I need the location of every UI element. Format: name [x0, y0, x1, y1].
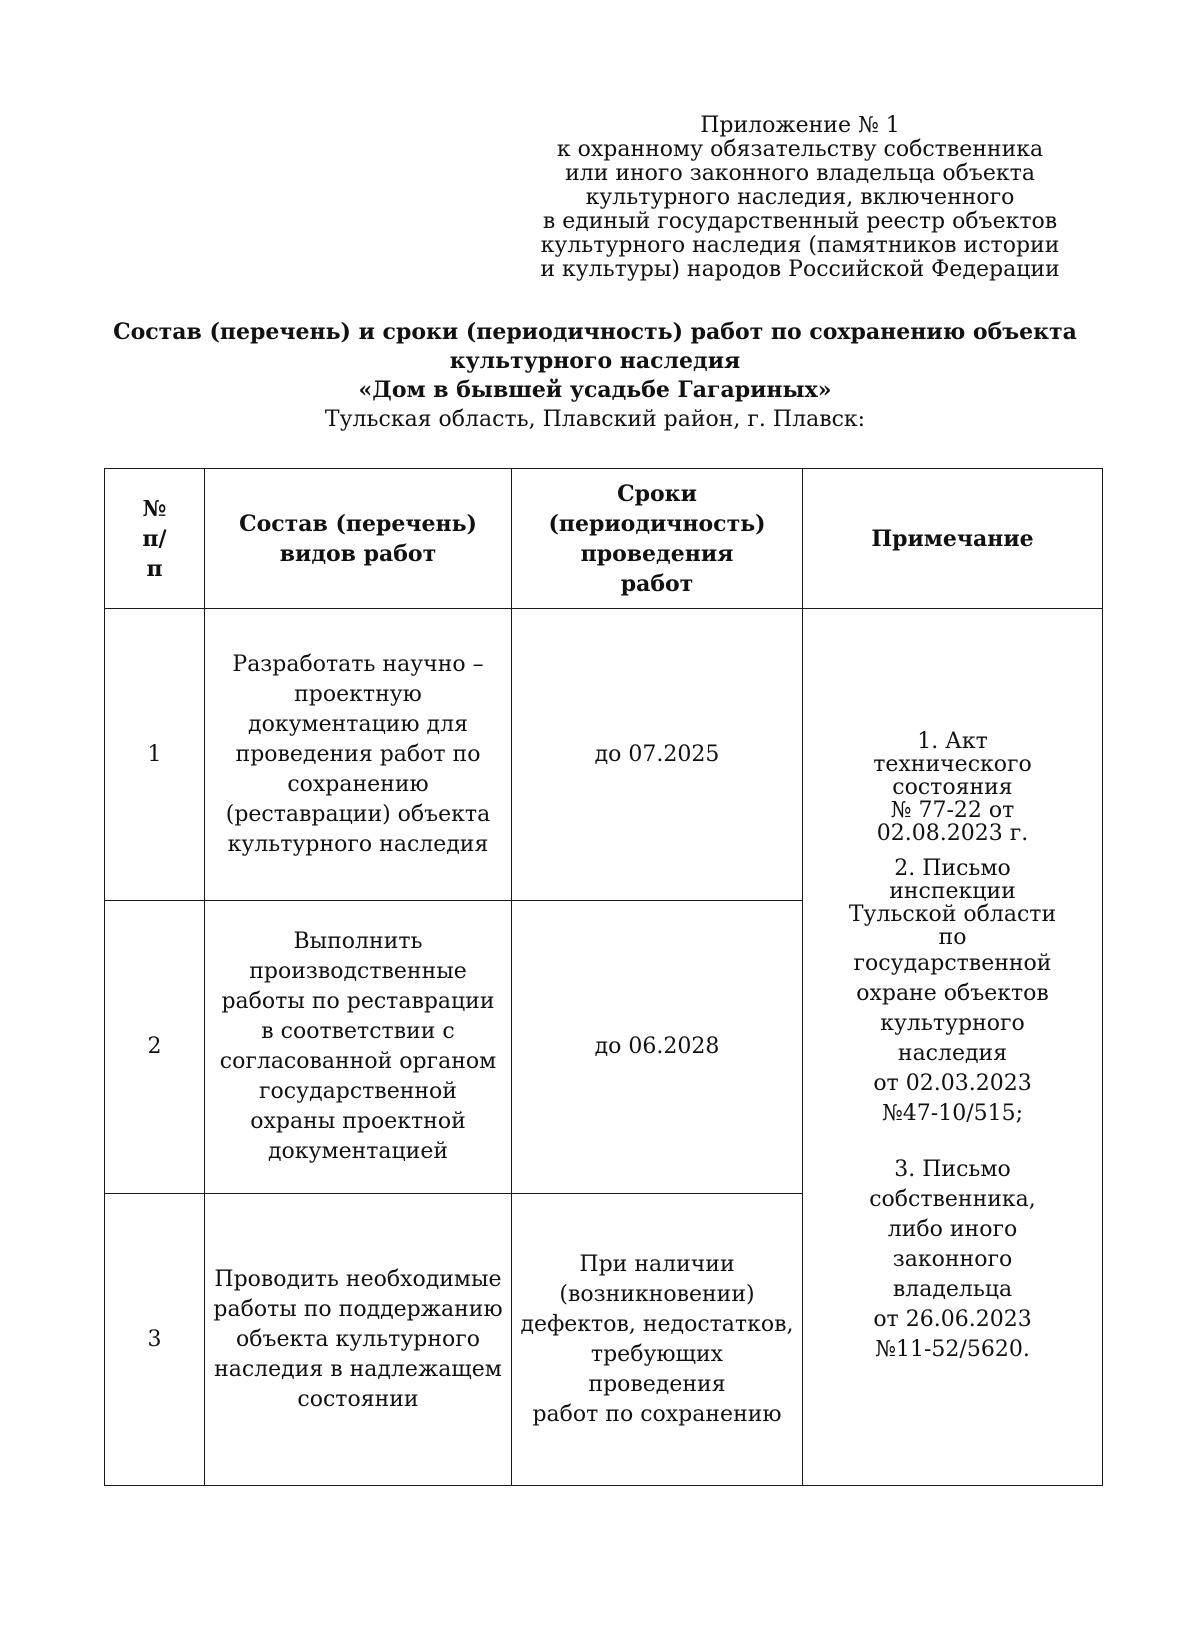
appendix-line: и культуры) народов Российской Федерации: [540, 257, 1060, 282]
appendix-header: [535, 114, 1065, 282]
header-terms: Сроки (периодичность) проведения работ: [512, 469, 803, 609]
table-header-row: [105, 469, 1103, 609]
note-line: законного: [892, 1246, 1013, 1272]
title-line: Состав (перечень) и сроки (периодичность) работ по сохранению объекта: [113, 319, 1077, 345]
title-line: культурного наследия: [449, 348, 741, 374]
note-line: наследия: [897, 1040, 1008, 1066]
header-note: Примечание: [803, 469, 1103, 609]
header-works: Состав (перечень) видов работ: [205, 469, 512, 609]
appendix-line: к охранному обязательству собственника: [556, 137, 1044, 162]
row-works: Проводить необходимые работы по поддержанию объекта культурного наследия в надлежащем состоянии: [205, 1194, 512, 1486]
row-terms: до 07.2025: [512, 609, 803, 901]
row-terms: до 06.2028: [512, 901, 803, 1194]
note-line: собственника,: [869, 1186, 1036, 1212]
row-terms: При наличии (возникновении) дефектов, недостатков, требующих проведения работ по сохранению: [512, 1194, 803, 1486]
document-title: [80, 318, 1110, 434]
note-line: владельца: [892, 1276, 1013, 1302]
header-number: № п/ п: [105, 469, 205, 609]
note-line: инспекции: [889, 878, 1016, 904]
row-works: Выполнить производственные работы по реставрации в соответствии с согласованной органом государственной охраны проектной документацией: [205, 901, 512, 1194]
works-table: [104, 468, 1103, 1486]
note-line: от 26.06.2023: [873, 1306, 1032, 1332]
appendix-line: Приложение № 1: [700, 113, 900, 138]
note-line: 3. Письмо: [894, 1156, 1011, 1182]
note-line: №47-10/515;: [881, 1100, 1024, 1126]
row-works: Разработать научно – проектную документацию для проведения работ по сохранению (реставрации) объекта культурного наследия: [205, 609, 512, 901]
note-line: №11-52/5620.: [875, 1336, 1030, 1362]
note-line: 02.08.2023 г.: [876, 820, 1029, 846]
note-line: государственной: [853, 950, 1052, 976]
note-line: технического: [873, 751, 1032, 777]
note-line: либо иного: [887, 1216, 1018, 1242]
note-line: состояния: [892, 774, 1013, 800]
table-row: [105, 609, 1103, 901]
notes-cell: [803, 609, 1103, 1486]
object-name: «Дом в бывшей усадьбе Гагариных»: [358, 377, 832, 403]
note-line: от 02.03.2023: [873, 1070, 1032, 1096]
note-line: № 77-22 от: [890, 797, 1015, 823]
note-line: Тульской области: [848, 901, 1057, 927]
note-line: культурного: [880, 1010, 1025, 1036]
appendix-line: в единый государственный реестр объектов: [542, 209, 1058, 234]
row-number: 3: [105, 1194, 205, 1486]
row-number: 1: [105, 609, 205, 901]
appendix-line: культурного наследия, включенного: [585, 185, 1015, 210]
appendix-line: культурного наследия (памятников истории: [540, 233, 1060, 258]
note-line: 2. Письмо: [894, 855, 1011, 881]
object-address: Тульская область, Плавский район, г. Плавск:: [324, 407, 866, 432]
note-line: по: [938, 924, 967, 950]
note-line: охране объектов: [856, 980, 1049, 1006]
row-number: 2: [105, 901, 205, 1194]
appendix-line: или иного законного владельца объекта: [565, 161, 1035, 186]
note-line: 1. Акт: [917, 728, 988, 754]
